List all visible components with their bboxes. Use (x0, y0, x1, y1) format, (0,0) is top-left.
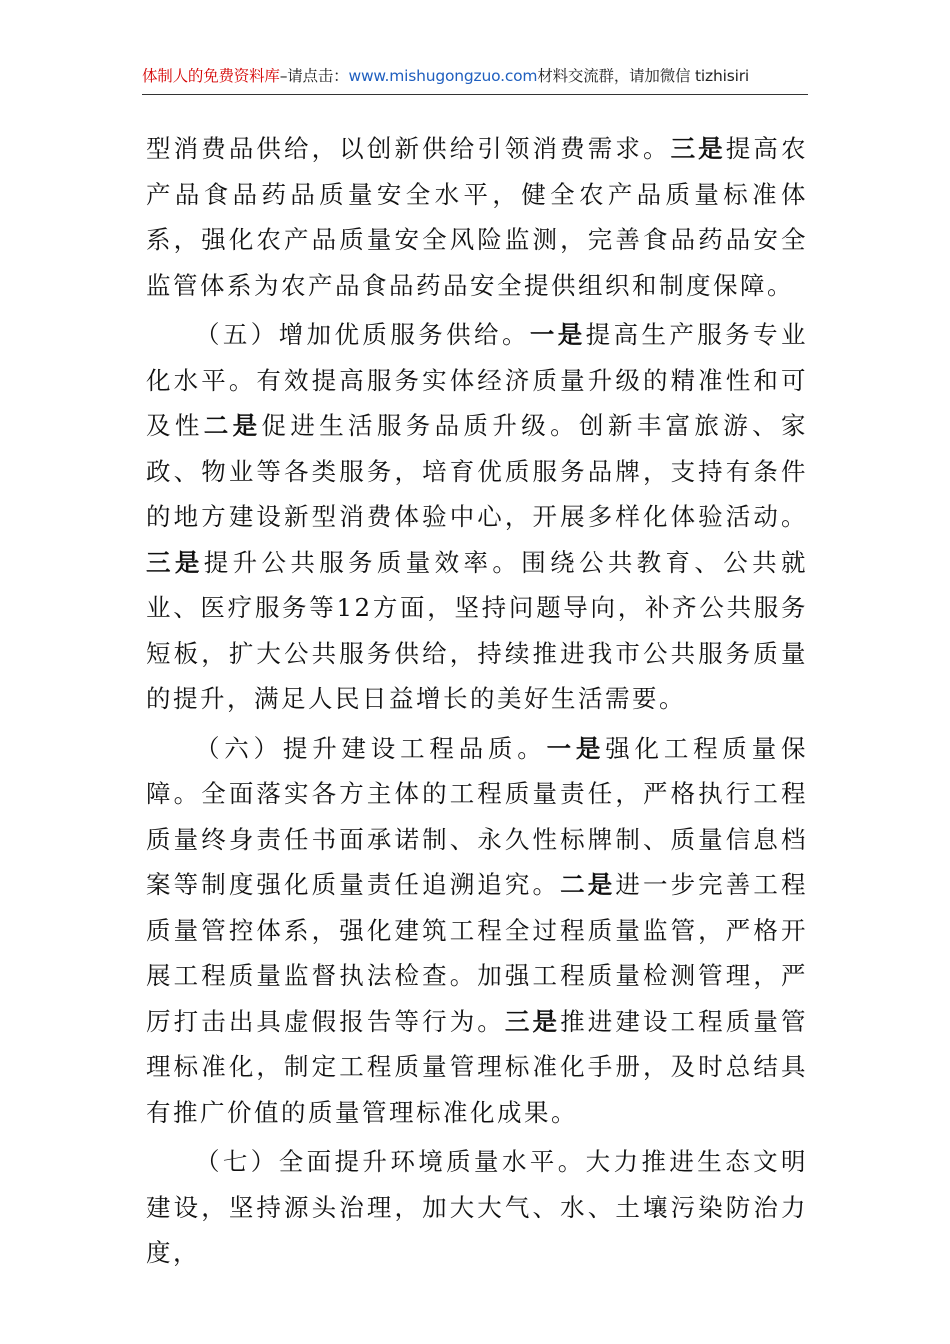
paragraph-section-5 (146, 312, 808, 722)
paragraph-section-7 (146, 1139, 808, 1276)
page-header (142, 64, 808, 95)
paragraph-section-6 (146, 726, 808, 1136)
paragraph-continued (146, 126, 808, 308)
paragraph-text: 型消费品供给，以创新供给引领消费需求。 (146, 134, 671, 163)
paragraph-text: 提高生产服务专业化水平。有效提高服务实体经济质量升级的精准性和可及性 (146, 320, 809, 440)
section-heading: （六）提升建设工程品质。 (195, 733, 547, 763)
paragraph-text: 提升公共服务质量效率。围绕公共教育、公共就业、医疗服务等12方面，坚持问题导向，补齐公共服务短板，扩大公共服务供给，持续推进我市公共服务质量的提升，满足人民日益增长的美好生活需要。 (146, 547, 809, 713)
paragraph-text: 强化工程质量保障。全面落实各方主体的工程质量责任，严格执行工程质量终身责任书面承诺制、永久性标牌制、质量信息档案等制度强化质量责任追溯追究。 (146, 733, 809, 899)
section-heading: （七）全面提升环境质量水平。 (195, 1147, 586, 1176)
paragraph-text: 进一步完善工程质量管控体系，强化建筑工程全过程质量监管，严格开展工程质量监督执法检查。加强工程质量检测管理，严厉打击出具虚假报告等行为。 (146, 870, 809, 1036)
paragraph-text: 推进建设工程质量管理标准化，制定工程质量管理标准化手册，及时总结具有推广价值的质量管理标准化成果。 (146, 1006, 809, 1127)
section-heading: （五）增加优质服务供给。 (195, 320, 530, 349)
paragraph-keyword: 三是 (146, 547, 204, 577)
header-wechat-note: 材料交流群，请加微信 tizhisiri (537, 67, 749, 85)
paragraph-keyword: 三是 (504, 1006, 561, 1036)
header-brand: 体制人的免费资料库 (142, 67, 280, 85)
header-prompt: –请点击： (279, 67, 349, 85)
header-link[interactable]: www.mishugongzuo.com (348, 67, 538, 85)
paragraph-text: 促进生活服务品质升级。创新丰富旅游、家政、物业等各类服务，培育优质服务品牌，支持有条件的地方建设新型消费体验中心，开展多样化体验活动。 (146, 411, 809, 531)
paragraph-text: 提高农产品食品药品质量安全水平，健全农产品质量标准体系，强化农产品质量安全风险监测，完善食品药品安全监管体系为农产品食品药品安全提供组织和制度保障。 (146, 134, 809, 300)
document-body (146, 126, 808, 1280)
paragraph-keyword: 二是 (560, 870, 616, 899)
paragraph-keyword: 三是 (670, 134, 726, 163)
paragraph-text: 大力推进生态文明建设，坚持源头治理，加大大气、水、土壤污染防治力度， (146, 1147, 809, 1267)
paragraph-keyword: 二是 (203, 411, 262, 440)
paragraph-keyword: 一是 (529, 320, 586, 349)
paragraph-keyword: 一是 (546, 733, 606, 763)
